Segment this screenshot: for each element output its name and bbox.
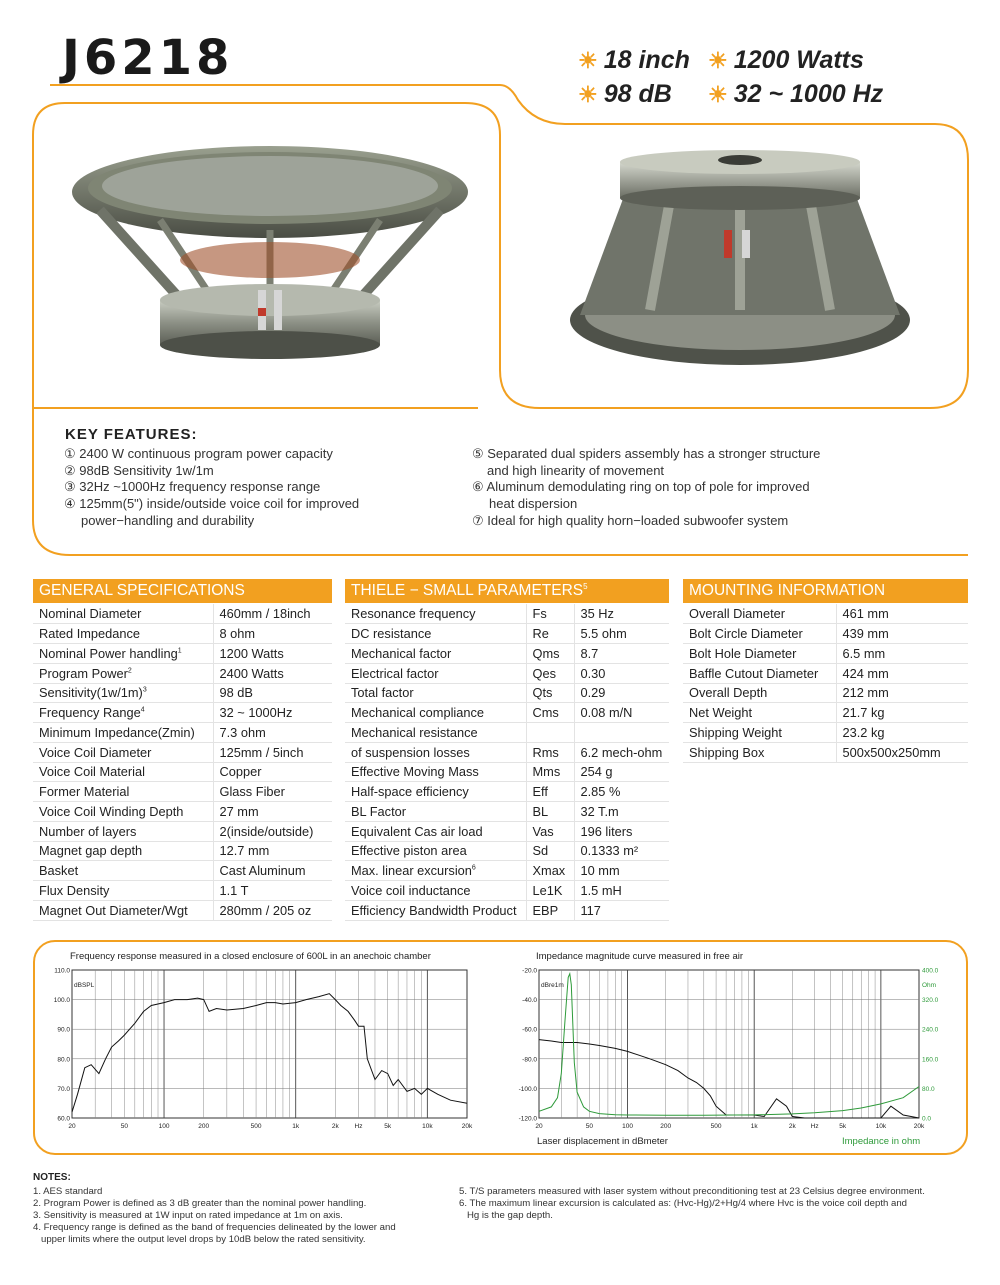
feature-item: ⑦ Ideal for high quality horn−loaded subwoofer system: [472, 512, 789, 528]
spec-name: Mechanical compliance: [345, 703, 526, 723]
spec-value: 461 mm: [836, 604, 968, 624]
spec-symbol: Eff: [526, 782, 574, 802]
x-tick-label: 20k: [461, 1123, 473, 1130]
spec-value: 460mm / 18inch: [213, 604, 332, 624]
spec-name: Max. linear excursion$^6$: [345, 861, 526, 881]
table-row: [33, 742, 332, 762]
spec-value: 8.7: [574, 644, 669, 664]
table-row: [345, 861, 669, 881]
spec-symbol: Rms: [526, 742, 574, 762]
spec-value: 7.3 ohm: [213, 723, 332, 743]
frequency-response-chart: [40, 962, 480, 1134]
spec-name: Voice Coil Winding Depth: [33, 802, 213, 822]
table-row: [33, 782, 332, 802]
spec-symbol: Le1K: [526, 881, 574, 901]
spec-value: 5.5 ohm: [574, 624, 669, 644]
general-specs-header: GENERAL SPECIFICATIONS: [33, 579, 332, 603]
imp-graph-title: Impedance magnitude curve measured in free air: [536, 951, 744, 962]
x-tick-label: 10k: [422, 1123, 433, 1130]
table-row: [683, 624, 968, 644]
spec-value: 98 dB: [213, 683, 332, 703]
x-tick-label: 1k: [750, 1123, 758, 1130]
spec-name: Rated Impedance: [33, 624, 213, 644]
spec-name: Electrical factor: [345, 663, 526, 683]
sun-icon: ☀: [708, 81, 728, 107]
table-row: [33, 644, 332, 664]
displacement-legend: Laser displacement in dBmeter: [537, 1136, 668, 1147]
highlight-power: ☀ 1200 Watts: [708, 46, 864, 74]
spec-symbol: BL: [526, 802, 574, 822]
spec-value: 125mm / 5inch: [213, 742, 332, 762]
notes-title: NOTES:: [33, 1172, 71, 1183]
spec-value: 6.2 mech-ohm: [574, 742, 669, 762]
y-tick-label: 90.0: [57, 1026, 70, 1034]
spec-value: 12.7 mm: [213, 841, 332, 861]
spec-value: 2400 Watts: [213, 663, 332, 683]
spec-name: Frequency Range$^4$: [33, 703, 213, 723]
x-tick-label: 20k: [913, 1123, 925, 1130]
spec-name: Flux Density: [33, 881, 213, 901]
note-item: 2. Program Power is defined as 3 dB greater than the nominal power handling.: [33, 1198, 367, 1209]
y-tick-label: -100.0: [518, 1085, 537, 1093]
spec-value: 23.2 kg: [836, 723, 968, 743]
impedance-chart: [505, 962, 955, 1134]
table-row: [345, 663, 669, 683]
x-tick-label: 50: [585, 1123, 594, 1130]
y-axis-unit: dBre1m: [541, 982, 564, 989]
table-row: [345, 762, 669, 782]
spec-value: 424 mm: [836, 663, 968, 683]
y-tick-label: -80.0: [522, 1056, 537, 1064]
note-item: 3. Sensitivity is measured at 1W input on rated impedance at 1m on axis.: [33, 1210, 343, 1221]
y-axis-unit: dBSPL: [74, 982, 95, 989]
spec-name: Shipping Box: [683, 742, 836, 762]
table-row: [345, 802, 669, 822]
table-row: [33, 624, 332, 644]
spec-value: 6.5 mm: [836, 644, 968, 664]
spec-name: Shipping Weight: [683, 723, 836, 743]
note-item: 4. Frequency range is defined as the band of frequencies delineated by the lower and: [33, 1222, 396, 1233]
sun-icon: ☀: [578, 81, 598, 107]
table-row: [683, 663, 968, 683]
table-row: [33, 762, 332, 782]
table-row: [345, 683, 669, 703]
spec-symbol: Qts: [526, 683, 574, 703]
table-row: [345, 742, 669, 762]
spec-name: Resonance frequency: [345, 604, 526, 624]
spec-name: Minimum Impedance(Zmin): [33, 723, 213, 743]
spec-value: 8 ohm: [213, 624, 332, 644]
spec-name: Voice coil inductance: [345, 881, 526, 901]
spec-symbol: Re: [526, 624, 574, 644]
spec-name: Magnet gap depth: [33, 841, 213, 861]
table-row: [33, 723, 332, 743]
x-tick-label: 2k: [788, 1123, 796, 1130]
feature-item: ① 2400 W continuous program power capacity: [64, 446, 333, 461]
feature-item: heat dispersion: [489, 496, 578, 512]
spec-name: Effective Moving Mass: [345, 762, 526, 782]
spec-name: Program Power$^2$: [33, 663, 213, 683]
spec-symbol: Qes: [526, 663, 574, 683]
spec-value: 0.30: [574, 663, 669, 683]
table-row: [345, 881, 669, 901]
y-tick-label: -120.0: [518, 1115, 537, 1123]
spec-value: 254 g: [574, 762, 669, 782]
spec-symbol: EBP: [526, 900, 574, 920]
table-row: [33, 604, 332, 624]
x-tick-label: 200: [198, 1123, 210, 1130]
key-features-title: KEY FEATURES:: [65, 426, 198, 443]
table-row: [33, 841, 332, 861]
table-row: [683, 742, 968, 762]
general-specs-table: [33, 604, 332, 921]
table-row: [33, 703, 332, 723]
spec-name: Bolt Circle Diameter: [683, 624, 836, 644]
x-tick-label: 20: [535, 1123, 543, 1130]
x-tick-label: 50: [120, 1123, 129, 1130]
table-row: [683, 683, 968, 703]
spec-name: DC resistance: [345, 624, 526, 644]
spec-value: 196 liters: [574, 821, 669, 841]
y-tick-label: -20.0: [522, 967, 537, 975]
spec-name: $Sensitivity(1w/1m)^3$: [33, 683, 213, 703]
notes-right: [459, 1186, 925, 1222]
spec-name: Number of layers: [33, 821, 213, 841]
spec-value: 2(inside/outside): [213, 821, 332, 841]
spec-value: 21.7 kg: [836, 703, 968, 723]
thiele-small-table: [345, 604, 669, 921]
spec-value: 0.1333 m²: [574, 841, 669, 861]
x-tick-label: 5k: [839, 1123, 847, 1130]
x-tick-label: 500: [250, 1123, 262, 1130]
spec-value: [574, 723, 669, 743]
feature-item: ④ 125mm(5") inside/outside voice coil for improved: [64, 496, 360, 512]
note-item: 5. T/S parameters measured with laser system without preconditioning test at 23 Celsius degree environment.: [459, 1186, 925, 1197]
y-tick-label-right: 400.0: [922, 967, 939, 975]
note-item: upper limits where the output level drops by 10dB below the rated sensitivity.: [33, 1234, 366, 1245]
table-row: [33, 900, 332, 920]
key-features-right: [472, 446, 820, 530]
y-tick-label-right: 0.0: [922, 1115, 932, 1123]
mounting-info-header: MOUNTING INFORMATION: [683, 579, 968, 603]
table-row: [683, 644, 968, 664]
mounting-info-table: [683, 604, 968, 763]
spec-name: Efficiency Bandwidth Product: [345, 900, 526, 920]
spec-value: 0.29: [574, 683, 669, 703]
spec-value: 280mm / 205 oz: [213, 900, 332, 920]
table-row: [683, 703, 968, 723]
spec-value: 439 mm: [836, 624, 968, 644]
spec-name: Magnet Out Diameter/Wgt: [33, 900, 213, 920]
spec-name: Former Material: [33, 782, 213, 802]
spec-name: Voice Coil Diameter: [33, 742, 213, 762]
note-item: 1. AES standard: [33, 1186, 103, 1197]
table-row: [345, 841, 669, 861]
speaker-front-image: [70, 140, 470, 380]
spec-name: Overall Diameter: [683, 604, 836, 624]
spec-name: Net Weight: [683, 703, 836, 723]
notes-left: [33, 1186, 396, 1246]
table-row: [33, 821, 332, 841]
y-tick-label-right: 320.0: [922, 997, 939, 1005]
spec-value: Glass Fiber: [213, 782, 332, 802]
sun-icon: ☀: [578, 47, 598, 73]
y-tick-label: 70.0: [57, 1085, 70, 1093]
table-row: [345, 624, 669, 644]
y-tick-label: 60.0: [57, 1115, 70, 1123]
plot-area: [539, 970, 919, 1118]
highlight-size: ☀ 18 inch: [578, 46, 690, 74]
spec-name: Overall Depth: [683, 683, 836, 703]
table-row: [33, 683, 332, 703]
sun-icon: ☀: [708, 47, 728, 73]
spec-value: 500x500x250mm: [836, 742, 968, 762]
spec-value: Cast Aluminum: [213, 861, 332, 881]
spec-name: Nominal Power handling$^1$: [33, 644, 213, 664]
highlight-sensitivity: ☀ 98 dB: [578, 80, 672, 108]
table-row: [33, 802, 332, 822]
table-row: [345, 723, 669, 743]
spec-value: 1.5 mH: [574, 881, 669, 901]
spec-value: 0.08 m/N: [574, 703, 669, 723]
spec-symbol: [526, 723, 574, 743]
table-row: [345, 703, 669, 723]
spec-value: 212 mm: [836, 683, 968, 703]
x-tick-label: Hz: [354, 1123, 363, 1130]
x-tick-label: Hz: [810, 1123, 819, 1130]
spec-name: of suspension losses: [345, 742, 526, 762]
y-tick-label-right: 80.0: [922, 1085, 935, 1093]
feature-item: ⑥ Aluminum demodulating ring on top of pole for improved: [472, 479, 810, 495]
note-item: 6. The maximum linear excursion is calculated as: (Hvc-Hg)/2+Hg/4 where Hvc is the voice coil depth and: [459, 1198, 907, 1209]
key-features-left: [64, 446, 359, 530]
y-tick-label-right: 240.0: [922, 1026, 939, 1034]
spec-symbol: Vas: [526, 821, 574, 841]
model-title: J6218: [62, 30, 234, 86]
table-row: [33, 861, 332, 881]
spec-value: 35 Hz: [574, 604, 669, 624]
spec-symbol: Sd: [526, 841, 574, 861]
spec-value: 10 mm: [574, 861, 669, 881]
spec-value: 1200 Watts: [213, 644, 332, 664]
x-tick-label: 500: [710, 1123, 722, 1130]
x-tick-label: 200: [660, 1123, 672, 1130]
feature-item: ② 98dB Sensitivity 1w/1m: [64, 462, 214, 478]
feature-item: and high linearity of movement: [487, 462, 665, 478]
spec-name: Basket: [33, 861, 213, 881]
x-tick-label: 5k: [384, 1123, 392, 1130]
feature-item: ⑤ Separated dual spiders assembly has a stronger structure: [472, 446, 821, 461]
x-tick-label: 2k: [331, 1123, 339, 1130]
y-tick-label: -60.0: [522, 1026, 537, 1034]
x-tick-label: 20: [68, 1123, 76, 1130]
spec-name: Total factor: [345, 683, 526, 703]
y-tick-label-right: 160.0: [922, 1056, 939, 1064]
table-row: [345, 821, 669, 841]
table-row: [33, 881, 332, 901]
spec-name: Voice Coil Material: [33, 762, 213, 782]
spec-value: 32 ~ 1000Hz: [213, 703, 332, 723]
table-row: [345, 604, 669, 624]
spec-name: Half-space efficiency: [345, 782, 526, 802]
thiele-small-header: THIELE − SMALL PARAMETERS$^5$: [345, 579, 669, 603]
feature-item: ③ 32Hz ~1000Hz frequency response range: [64, 479, 321, 495]
y-tick-label: -40.0: [522, 997, 537, 1005]
y-tick-label: 110.0: [54, 967, 70, 975]
spec-value: 32 T.m: [574, 802, 669, 822]
freq-graph-title: Frequency response measured in a closed enclosure of 600L in an anechoic chamber: [70, 951, 431, 962]
x-tick-label: 10k: [875, 1123, 887, 1130]
spec-value: 1.1 T: [213, 881, 332, 901]
x-tick-label: 100: [158, 1123, 170, 1130]
impedance-legend: Impedance in ohm: [842, 1136, 921, 1147]
spec-symbol: Cms: [526, 703, 574, 723]
spec-name: Mechanical factor: [345, 644, 526, 664]
y-tick-label: 80.0: [57, 1056, 70, 1064]
spec-symbol: Mms: [526, 762, 574, 782]
spec-name: BL Factor: [345, 802, 526, 822]
spec-value: 117: [574, 900, 669, 920]
y-axis-unit-right: Ohm: [922, 982, 937, 989]
speaker-rear-image: [560, 140, 920, 380]
x-tick-label: 1k: [292, 1123, 300, 1130]
feature-item: power−handling and durability: [81, 512, 255, 528]
x-tick-label: 100: [622, 1123, 633, 1130]
table-row: [345, 644, 669, 664]
note-item: Hg is the gap depth.: [459, 1210, 553, 1221]
spec-symbol: Fs: [526, 604, 574, 624]
table-row: [33, 663, 332, 683]
table-row: [345, 900, 669, 920]
plot-area: [72, 970, 467, 1118]
spec-symbol: Qms: [526, 644, 574, 664]
spec-name: Nominal Diameter: [33, 604, 213, 624]
spec-value: 27 mm: [213, 802, 332, 822]
spec-symbol: Xmax: [526, 861, 574, 881]
highlight-range: ☀ 32 ~ 1000 Hz: [708, 80, 884, 108]
table-row: [345, 782, 669, 802]
spec-name: Equivalent Cas air load: [345, 821, 526, 841]
spec-name: Baffle Cutout Diameter: [683, 663, 836, 683]
table-row: [683, 604, 968, 624]
spec-value: 2.85 %: [574, 782, 669, 802]
table-row: [683, 723, 968, 743]
spec-name: Bolt Hole Diameter: [683, 644, 836, 664]
spec-name: Mechanical resistance: [345, 723, 526, 743]
spec-name: Effective piston area: [345, 841, 526, 861]
y-tick-label: 100.0: [53, 997, 70, 1005]
spec-value: Copper: [213, 762, 332, 782]
